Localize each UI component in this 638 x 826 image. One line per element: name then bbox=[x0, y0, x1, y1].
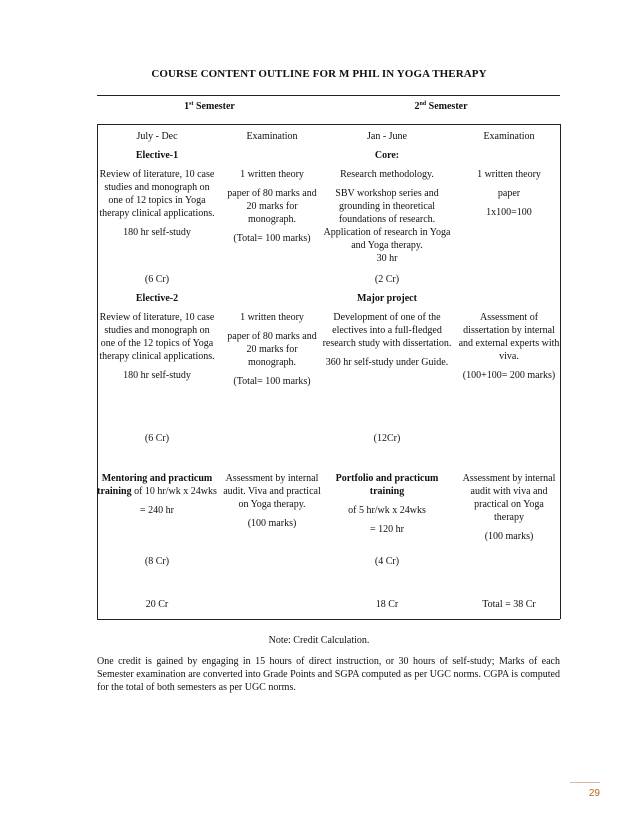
portfolio-title: Portfolio and practicum training bbox=[335, 473, 439, 497]
major-project-exam-marks: (100+100= 200 marks) bbox=[462, 370, 556, 381]
mentoring-cell bbox=[97, 472, 217, 517]
core-title: Core: bbox=[374, 150, 400, 161]
elective-1-title: Elective-1 bbox=[135, 150, 179, 161]
elective-1-exam-line1: 1 written theory bbox=[240, 169, 304, 180]
mentoring-rest: of 10 hr/wk x 24wks bbox=[131, 486, 217, 497]
table-bottom-rule bbox=[97, 619, 560, 620]
major-project-exam-text: Assessment of dissertation by internal and external experts with viva. bbox=[458, 312, 560, 362]
semester-1-ordinal: st bbox=[189, 101, 194, 107]
elective-2-exam-marks: paper of 80 marks and 20 marks for monograph. bbox=[227, 331, 317, 368]
page-title: COURSE CONTENT OUTLINE FOR M PHIL IN YOGA THERAPY bbox=[151, 68, 487, 80]
total-semester-2: 18 Cr bbox=[375, 599, 399, 610]
major-project-credit: (12Cr) bbox=[373, 433, 401, 444]
elective-2-exam-total: (Total= 100 marks) bbox=[233, 376, 311, 387]
mentoring-exam bbox=[222, 472, 322, 530]
semester-1-label: Semester bbox=[195, 101, 235, 112]
note-text: One credit is gained by engaging in 15 hours of direct instruction, or 30 hours of self-study; Marks of each Semester examination are converted into Grade Points and SGPA computed as per UGC norms. CGPA is computed for the total of both semesters as per UGC norms. bbox=[97, 656, 560, 693]
semester-2-label: Semester bbox=[428, 101, 468, 112]
footer-rule bbox=[570, 782, 600, 783]
core-exam-line1: 1 written theory bbox=[477, 169, 541, 180]
core-exam bbox=[458, 168, 560, 219]
major-project-description: Development of one of the electives into a full-fledged research study with dissertation. bbox=[322, 312, 452, 349]
major-project-exam bbox=[458, 311, 560, 382]
elective-2-title: Elective-2 bbox=[135, 293, 179, 304]
semester-1-number: 1 bbox=[184, 101, 190, 112]
elective-2-description: Review of literature, 10 case studies and monograph on one of the 12 topics of Yoga therapy clinical applications. bbox=[99, 312, 215, 362]
core-hours: 30 hr bbox=[376, 253, 398, 264]
mentoring-hours: = 240 hr bbox=[140, 505, 174, 516]
major-project-hours: 360 hr self-study under Guide. bbox=[325, 357, 449, 368]
elective-2-credit: (6 Cr) bbox=[144, 433, 170, 444]
col-header-july-dec: July - Dec bbox=[136, 131, 178, 142]
core-research-methodology: Research methodology. bbox=[340, 169, 434, 180]
portfolio-exam-text: Assessment by internal audit with viva and practical on Yoga therapy bbox=[462, 473, 556, 523]
page-number: 29 bbox=[588, 788, 600, 799]
portfolio-cell bbox=[322, 472, 452, 536]
table-right-border bbox=[560, 124, 561, 619]
elective-1-hours: 180 hr self-study bbox=[123, 227, 191, 238]
core-description: SBV workshop series and grounding in theoretical foundations of research. Application of research in Yoga and Yoga therapy. bbox=[323, 188, 451, 251]
semester-2-ordinal: nd bbox=[419, 101, 427, 107]
core-cell bbox=[322, 168, 452, 265]
mentoring-title: Mentoring and practicum training bbox=[97, 473, 213, 497]
portfolio-exam-marks: (100 marks) bbox=[484, 531, 534, 542]
major-project-title: Major project bbox=[357, 293, 417, 304]
elective-1-credit: (6 Cr) bbox=[144, 274, 170, 285]
total-overall: Total = 38 Cr bbox=[482, 599, 536, 610]
elective-2-hours: 180 hr self-study bbox=[123, 370, 191, 381]
total-semester-1: 20 Cr bbox=[145, 599, 169, 610]
col-header-exam-2: Examination bbox=[483, 131, 535, 142]
mentoring-exam-text: Assessment by internal audit. Viva and practical on Yoga therapy. bbox=[223, 473, 321, 510]
major-project-cell bbox=[322, 311, 452, 369]
elective-2-cell bbox=[97, 311, 217, 382]
mentoring-credit: (8 Cr) bbox=[144, 556, 170, 567]
portfolio-hours: = 120 hr bbox=[370, 524, 404, 535]
elective-2-exam-line1: 1 written theory bbox=[240, 312, 304, 323]
elective-1-description: Review of literature, 10 case studies and monograph on one of 12 topics in Yoga therapy clinical applications. bbox=[99, 169, 215, 219]
elective-2-exam bbox=[222, 311, 322, 388]
col-header-exam-1: Examination bbox=[246, 131, 298, 142]
core-exam-line2: paper bbox=[497, 188, 521, 199]
semester-1-header bbox=[97, 101, 322, 112]
mentoring-text bbox=[97, 472, 217, 498]
semester-2-number: 2 bbox=[414, 101, 420, 112]
core-exam-total: 1x100=100 bbox=[486, 207, 532, 218]
col-header-jan-june: Jan - June bbox=[367, 131, 407, 142]
mentoring-exam-marks: (100 marks) bbox=[247, 518, 297, 529]
semester-2-header bbox=[322, 101, 560, 112]
elective-1-exam-marks: paper of 80 marks and 20 marks for monograph. bbox=[227, 188, 317, 225]
table-header-rule bbox=[97, 124, 560, 125]
portfolio-exam bbox=[458, 472, 560, 543]
core-credit: (2 Cr) bbox=[374, 274, 400, 285]
portfolio-credit: (4 Cr) bbox=[374, 556, 400, 567]
elective-1-cell bbox=[97, 168, 217, 239]
elective-1-exam bbox=[222, 168, 322, 245]
table-top-rule bbox=[97, 95, 560, 96]
portfolio-rate: of 5 hr/wk x 24wks bbox=[348, 505, 426, 516]
note-title: Note: Credit Calculation. bbox=[268, 635, 370, 646]
elective-1-exam-total: (Total= 100 marks) bbox=[233, 233, 311, 244]
